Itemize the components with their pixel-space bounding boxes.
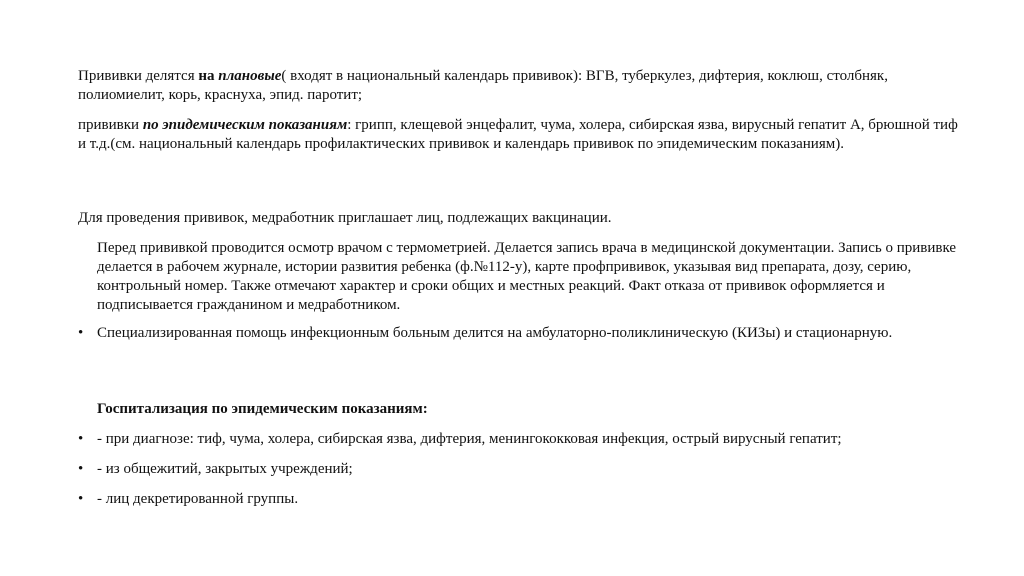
planned-prefix: Прививки делятся — [78, 68, 199, 84]
planned-rest: ( входят в национальный календарь прививок): ВГВ, туберкулез, дифтерия, коклюш, столбняк, полиомиелит, корь, краснуха, эпид. паротит; — [78, 68, 888, 103]
hosp-item-1: - при диагнозе: тиф, чума, холера, сибирская язва, дифтерия, менингококковая инфекция, острый вирусный гепатит; — [97, 431, 842, 447]
paragraph-specialized: Специализированная помощь инфекционным больным делится на амбулаторно-поликлиническую (КИЗы) и стационарную. — [97, 325, 893, 341]
epidemic-italic: по эпидемическим показаниям — [142, 117, 348, 133]
paragraph-invite: Для проведения прививок, медработник приглашает лиц, подлежащих вакцинации. — [78, 210, 612, 226]
hospitalization-heading: Госпитализация по эпидемическим показаниям: — [97, 401, 428, 417]
planned-bold-italic: плановые — [218, 68, 282, 84]
hosp-item-3: - лиц декретированной группы. — [97, 491, 299, 507]
epidemic-prefix: прививки — [78, 117, 143, 133]
bullet-hosp-2: • — [78, 461, 84, 477]
paragraph-exam: Перед прививкой проводится осмотр врачом с термометрией. Делается запись врача в медицинской документации. Запись о прививке делается в рабочем журнале, истории развития ребенка (ф.№112-у), карте профпрививок, указывая вид препарата, дозу, серию, контрольный номер. Также отмечают характер и сроки общих и местных реакций. Факт отказа от прививок оформляется и подписывается гражданином и медработником. — [97, 240, 957, 313]
paragraph-epidemic-vaccinations — [78, 116, 958, 154]
bullet-hosp-3: • — [78, 491, 84, 507]
hosp-item-2: - из общежитий, закрытых учреждений; — [97, 461, 353, 477]
paragraph-planned-vaccinations — [78, 67, 958, 105]
planned-bold: на — [198, 68, 219, 84]
bullet-hosp-1: • — [78, 431, 84, 447]
bullet-specialized: • — [78, 325, 84, 341]
epidemic-rest: : грипп, клещевой энцефалит, чума, холера, сибирская язва, вирусный гепатит А, брюшной тиф и т.д.(см. национальный календарь профилактических прививок и календарь прививок по эпидемическим показаниям). — [78, 117, 958, 152]
